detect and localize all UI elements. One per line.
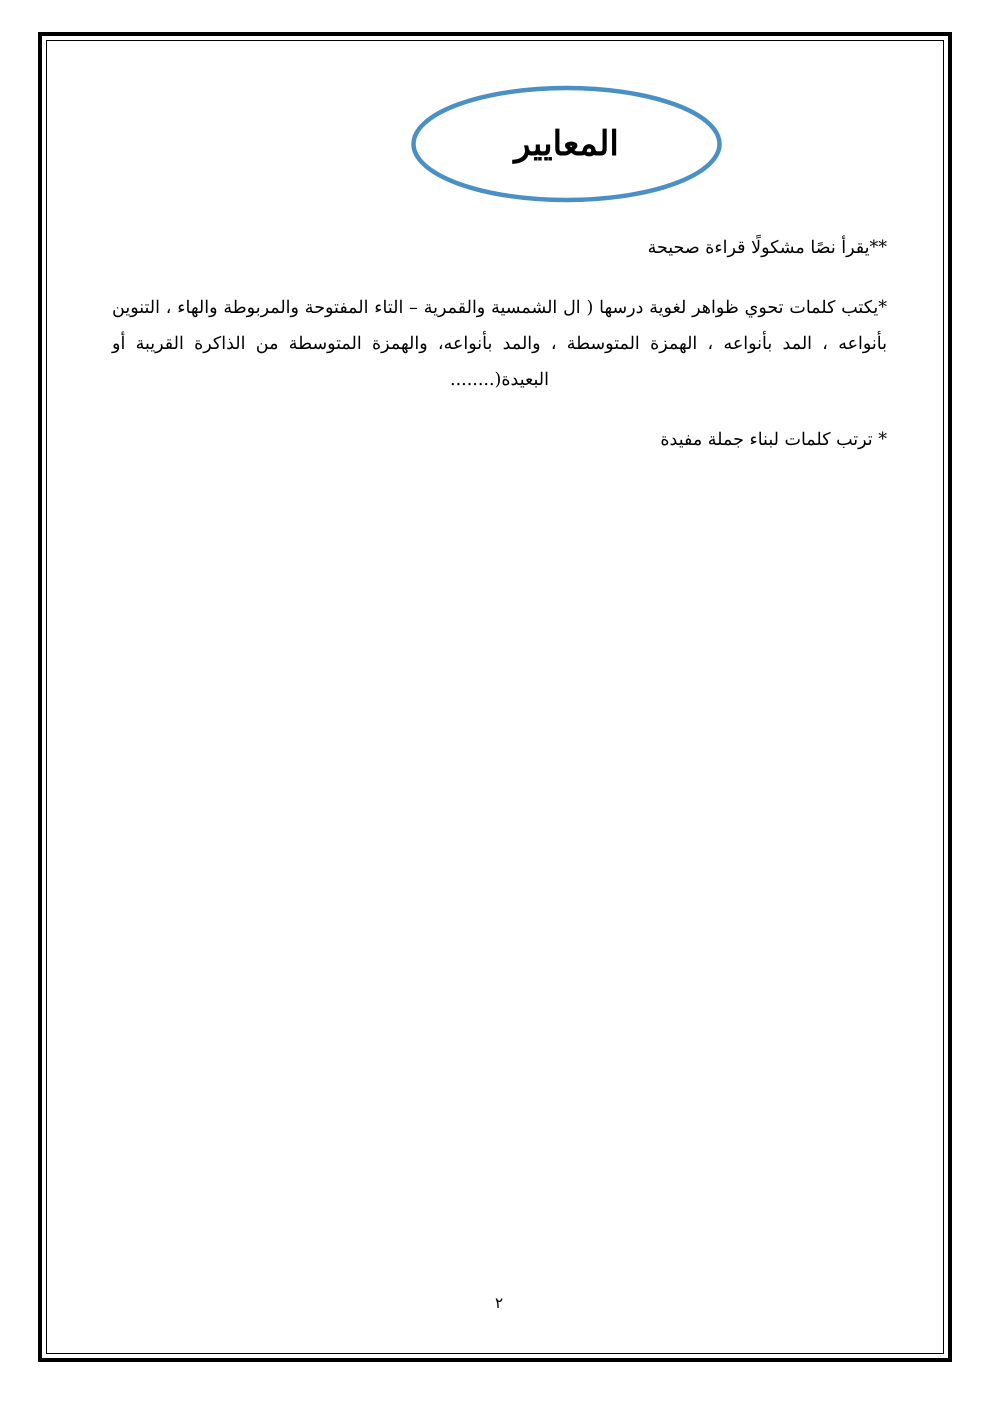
standard-item: * ترتب كلمات لبناء جملة مفيدة — [660, 429, 887, 450]
standards-list — [112, 231, 887, 458]
standard-item: *يكتب كلمات تحوي ظواهر لغوية درسها ( ال الشمسية والقمرية – التاء المفتوحة والمربوطة والهاء ، التنوين بأنواعه ، المد بأنواعه ، الهمزة المتوسطة ، والمد بأنواعه، والهمزة المتوسطة من الذاكرة القريبة أو البعيدة(........ — [112, 297, 887, 390]
page-border — [38, 32, 952, 1362]
title-badge — [409, 84, 724, 204]
standard-item: **يقرأ نصًا مشكولًا قراءة صحيحة — [647, 238, 887, 258]
page-content — [42, 36, 956, 1366]
page-number: ٢ — [494, 1294, 504, 1312]
page-title: المعايير — [514, 124, 619, 164]
